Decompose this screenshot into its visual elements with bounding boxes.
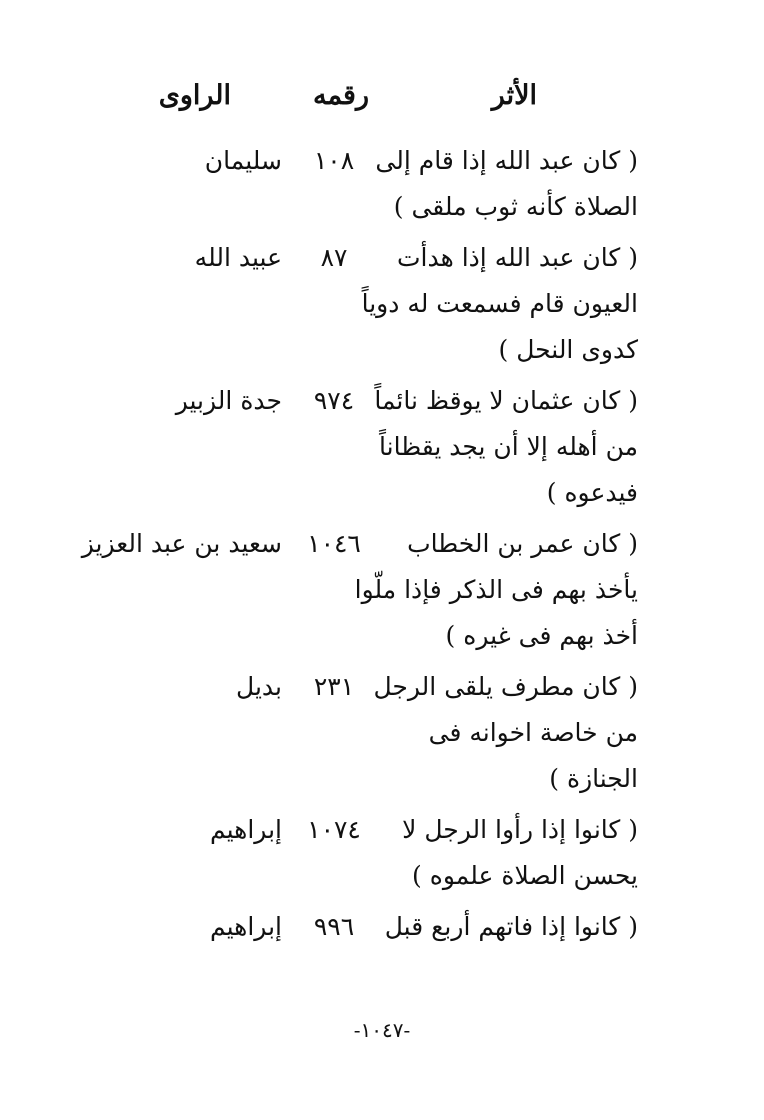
athar-line: من خاصة اخوانه فى bbox=[428, 718, 638, 747]
athar-line: ( كان عثمان لا يوقظ نائماً bbox=[374, 386, 638, 415]
athar-text bbox=[376, 807, 638, 899]
entry-narrator: سليمان bbox=[204, 146, 282, 175]
page-number: -١٠٤٧- bbox=[353, 1018, 411, 1042]
athar-line: ( كانوا إذا فاتهم أربع قبل bbox=[384, 912, 638, 941]
athar-line: الجنازة ) bbox=[549, 764, 638, 793]
athar-line: يأخذ بهم فى الذكر فإذا ملّوا bbox=[354, 575, 638, 604]
athar-line: ( كان عبد الله إذا هدأت bbox=[396, 243, 638, 272]
athar-line: ( كان مطرف يلقى الرجل bbox=[373, 672, 638, 701]
entry-number: ١٠٧٤ bbox=[307, 815, 361, 844]
entry-number: ١٠٨ bbox=[313, 146, 355, 175]
athar-text bbox=[373, 664, 638, 802]
entry bbox=[0, 521, 764, 659]
table-header bbox=[0, 80, 764, 120]
header-rawi: الراوى bbox=[158, 80, 231, 111]
athar-line: ( كان عبد الله إذا قام إلى bbox=[375, 146, 638, 175]
athar-line: ( كانوا إذا رأوا الرجل لا bbox=[402, 815, 638, 844]
entry bbox=[0, 664, 764, 802]
entry bbox=[0, 138, 764, 230]
athar-line: يحسن الصلاة علموه ) bbox=[412, 861, 638, 890]
athar-line: أخذ بهم فى غيره ) bbox=[445, 621, 638, 650]
entry-narrator: إبراهيم bbox=[209, 912, 282, 941]
athar-line: ( كان عمر بن الخطاب bbox=[407, 529, 638, 558]
entry-narrator: جدة الزبير bbox=[175, 386, 282, 415]
entry bbox=[0, 378, 764, 516]
athar-text bbox=[376, 904, 638, 950]
entry-narrator: بديل bbox=[236, 672, 282, 701]
entry bbox=[0, 807, 764, 899]
entry-number: ٢٣١ bbox=[313, 672, 355, 701]
athar-line: العيون قام فسمعت له دوياً bbox=[361, 289, 638, 318]
entry bbox=[0, 235, 764, 373]
athar-text bbox=[376, 138, 638, 230]
entry-number: ٩٧٤ bbox=[313, 386, 355, 415]
athar-text bbox=[354, 521, 638, 659]
header-athar: الأثر bbox=[491, 80, 537, 111]
athar-line: فيدعوه ) bbox=[546, 478, 638, 507]
entry-number: ١٠٤٦ bbox=[307, 529, 361, 558]
entry-narrator: عبيد الله bbox=[194, 243, 282, 272]
athar-text bbox=[376, 378, 638, 516]
athar-text bbox=[361, 235, 638, 373]
entry bbox=[0, 904, 764, 950]
entry-number: ٩٩٦ bbox=[313, 912, 355, 941]
entry-number: ٨٧ bbox=[320, 243, 348, 272]
athar-line: الصلاة كأنه ثوب ملقى ) bbox=[393, 192, 638, 221]
athar-line: من أهله إلا أن يجد يقظاناً bbox=[379, 432, 638, 461]
athar-line: كدوى النحل ) bbox=[498, 335, 638, 364]
entries-list bbox=[0, 138, 764, 955]
header-raqm: رقمه bbox=[312, 80, 369, 111]
entry-narrator: سعيد بن عبد العزيز bbox=[81, 529, 282, 558]
entry-narrator: إبراهيم bbox=[209, 815, 282, 844]
